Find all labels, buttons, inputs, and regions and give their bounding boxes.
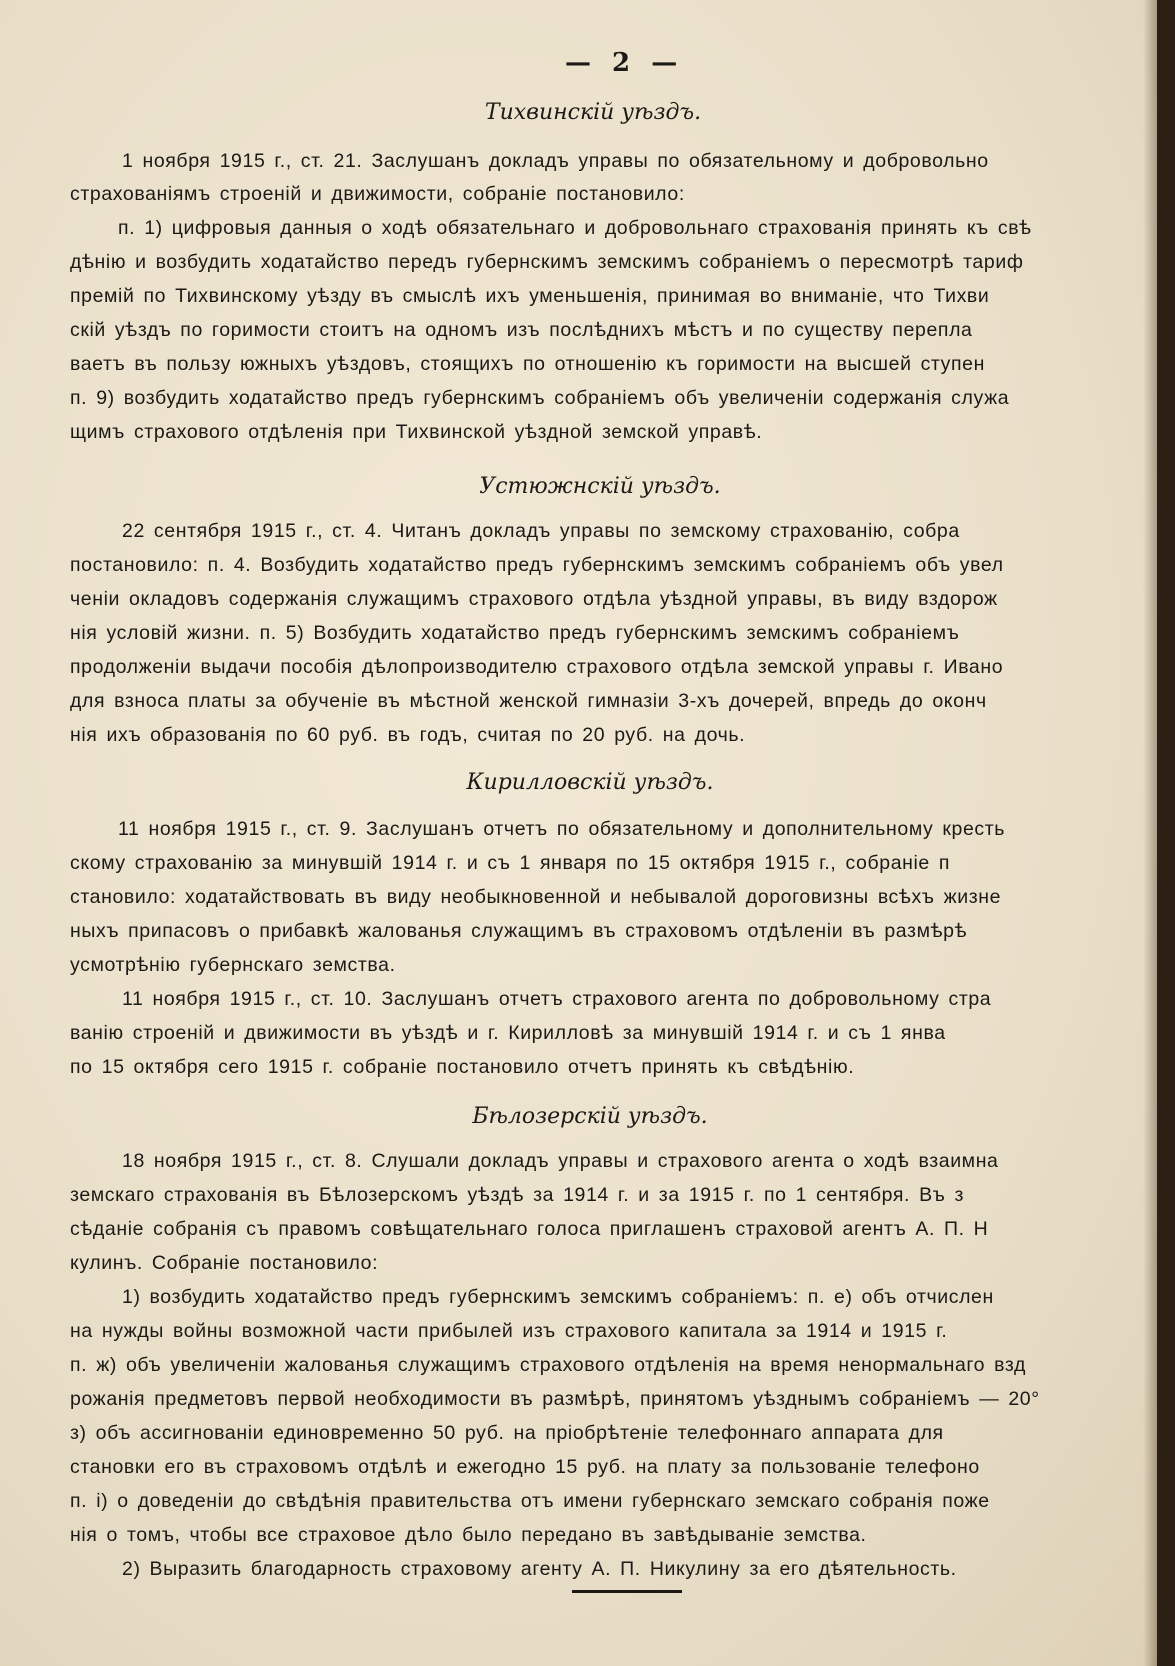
text-line: п. 1) цифровыя данныя о ходѣ обязательнаго и добровольнаго страхованія принять къ свѣ (118, 217, 1032, 239)
page-number: — 2 — (565, 48, 684, 78)
text-line: на нужды войны возможной части прибылей изъ страхового капитала за 1914 и 1915 г. (70, 1320, 948, 1342)
text-line: страхованіямъ строеній и движимости, собраніе постановило: (70, 183, 685, 205)
text-line: п. ж) объ увеличеніи жалованья служащимъ страхового отдѣленія на время ненормальнаго взд (70, 1354, 1026, 1376)
text-line: становило: ходатайствовать въ виду необыкновенной и небывалой дороговизны всѣхъ жизне (70, 886, 1002, 908)
text-line: ченіи окладовъ содержанія служащимъ страхового отдѣла уѣздной управы, въ виду вздорож (70, 588, 998, 610)
end-rule (572, 1590, 682, 1593)
text-line: ваетъ въ пользу южныхъ уѣздовъ, стоящихъ по отношенію къ горимости на высшей ступен (70, 353, 985, 375)
text-line: 2) Выразить благодарность страховому агенту А. П. Никулину за его дѣятельность. (122, 1558, 957, 1580)
text-line: нія о томъ, чтобы все страховое дѣло было передано въ завѣдываніе земства. (70, 1524, 867, 1546)
section-heading-ustyuzhna: Устюжнскій уѣздъ. (479, 474, 721, 499)
text-line: усмотрѣнію губернскаго земства. (70, 954, 396, 976)
text-line: з) объ ассигнованіи единовременно 50 руб. на пріобрѣтеніе телефоннаго аппарата для (70, 1422, 944, 1444)
text-line: 1) возбудить ходатайство предъ губернскимъ земскимъ собраніемъ: п. е) объ отчислен (122, 1286, 994, 1308)
text-line: скій уѣздъ по горимости стоитъ на одномъ изъ послѣднихъ мѣстъ и по существу перепла (70, 319, 973, 341)
page-binding-edge (1157, 0, 1175, 1666)
section-heading-tikhvin: Тихвинскій уѣздъ. (484, 100, 702, 125)
text-line: нія условій жизни. п. 5) Возбудить ходатайство предъ губернскимъ земскимъ собраніемъ (70, 622, 960, 644)
text-line: щимъ страхового отдѣленія при Тихвинской уѣздной земской управѣ. (70, 421, 763, 443)
text-line: рожанія предметовъ первой необходимости въ размѣрѣ, принятомъ уѣзднымъ собраніемъ — 20° (70, 1388, 1040, 1410)
text-line: 22 сентября 1915 г., ст. 4. Читанъ докладъ управы по земскому страхованію, собра (122, 520, 960, 542)
text-line: становки его въ страховомъ отдѣлѣ и ежегодно 15 руб. на плату за пользованіе телефоно (70, 1456, 980, 1478)
text-line: продолженіи выдачи пособія дѣлопроизводителю страхового отдѣла земской управы г. Ивано (70, 656, 1004, 678)
text-line: 11 ноября 1915 г., ст. 10. Заслушанъ отчетъ страхового агента по добровольному стра (122, 988, 992, 1010)
text-line: ванію строеній и движимости въ уѣздѣ и г. Кирилловѣ за минувшій 1914 г. и съ 1 янва (70, 1022, 946, 1044)
text-line: земскаго страхованія въ Бѣлозерскомъ уѣздѣ за 1914 г. и за 1915 г. по 1 сентября. Въ з (70, 1184, 965, 1206)
text-line: постановило: п. 4. Возбудить ходатайство предъ губернскимъ земскимъ собраніемъ объ увел (70, 554, 1004, 576)
page-edge-shadow (1143, 0, 1157, 1666)
text-line: 11 ноября 1915 г., ст. 9. Заслушанъ отчетъ по обязательному и дополнительному кресть (118, 818, 1006, 840)
text-line: ныхъ припасовъ о прибавкѣ жалованья служащимъ въ страховомъ отдѣленіи въ размѣрѣ (70, 920, 968, 942)
section-heading-belozersk: Бѣлозерскій уѣздъ. (472, 1104, 708, 1129)
text-line: дѣнію и возбудить ходатайство передъ губернскимъ земскимъ собраніемъ о пересмотрѣ тариф (70, 251, 1024, 273)
text-line: п. і) о доведеніи до свѣдѣнія правительства отъ имени губернскаго земскаго собранія поже (70, 1490, 990, 1512)
text-line: кулинъ. Собраніе постановило: (70, 1252, 379, 1274)
text-line: 18 ноября 1915 г., ст. 8. Слушали докладъ управы и страхового агента о ходѣ взаимна (122, 1150, 999, 1172)
text-line: сѣданіе собранія съ правомъ совѣщательнаго голоса приглашенъ страховой агентъ А. П. Н (70, 1218, 989, 1240)
text-line: нія ихъ образованія по 60 руб. въ годъ, считая по 20 руб. на дочь. (70, 724, 746, 746)
text-line: премій по Тихвинскому уѣзду въ смыслѣ ихъ уменьшенія, принимая во вниманіе, что Тихви (70, 285, 990, 307)
section-heading-kirillov: Кирилловскій уѣздъ. (466, 770, 714, 795)
text-line: 1 ноября 1915 г., ст. 21. Заслушанъ докладъ управы по обязательному и добровольно (122, 150, 989, 172)
text-line: скому страхованію за минувшій 1914 г. и съ 1 января по 15 октября 1915 г., собраніе п (70, 852, 951, 874)
text-line: п. 9) возбудить ходатайство предъ губернскимъ собраніемъ объ увеличеніи содержанія служа (70, 387, 1010, 409)
text-line: для взноса платы за обученіе въ мѣстной женской гимназіи 3-хъ дочерей, впредь до оконч (70, 690, 987, 712)
text-line: по 15 октября сего 1915 г. собраніе постановило отчетъ принять къ свѣдѣнію. (70, 1056, 855, 1078)
